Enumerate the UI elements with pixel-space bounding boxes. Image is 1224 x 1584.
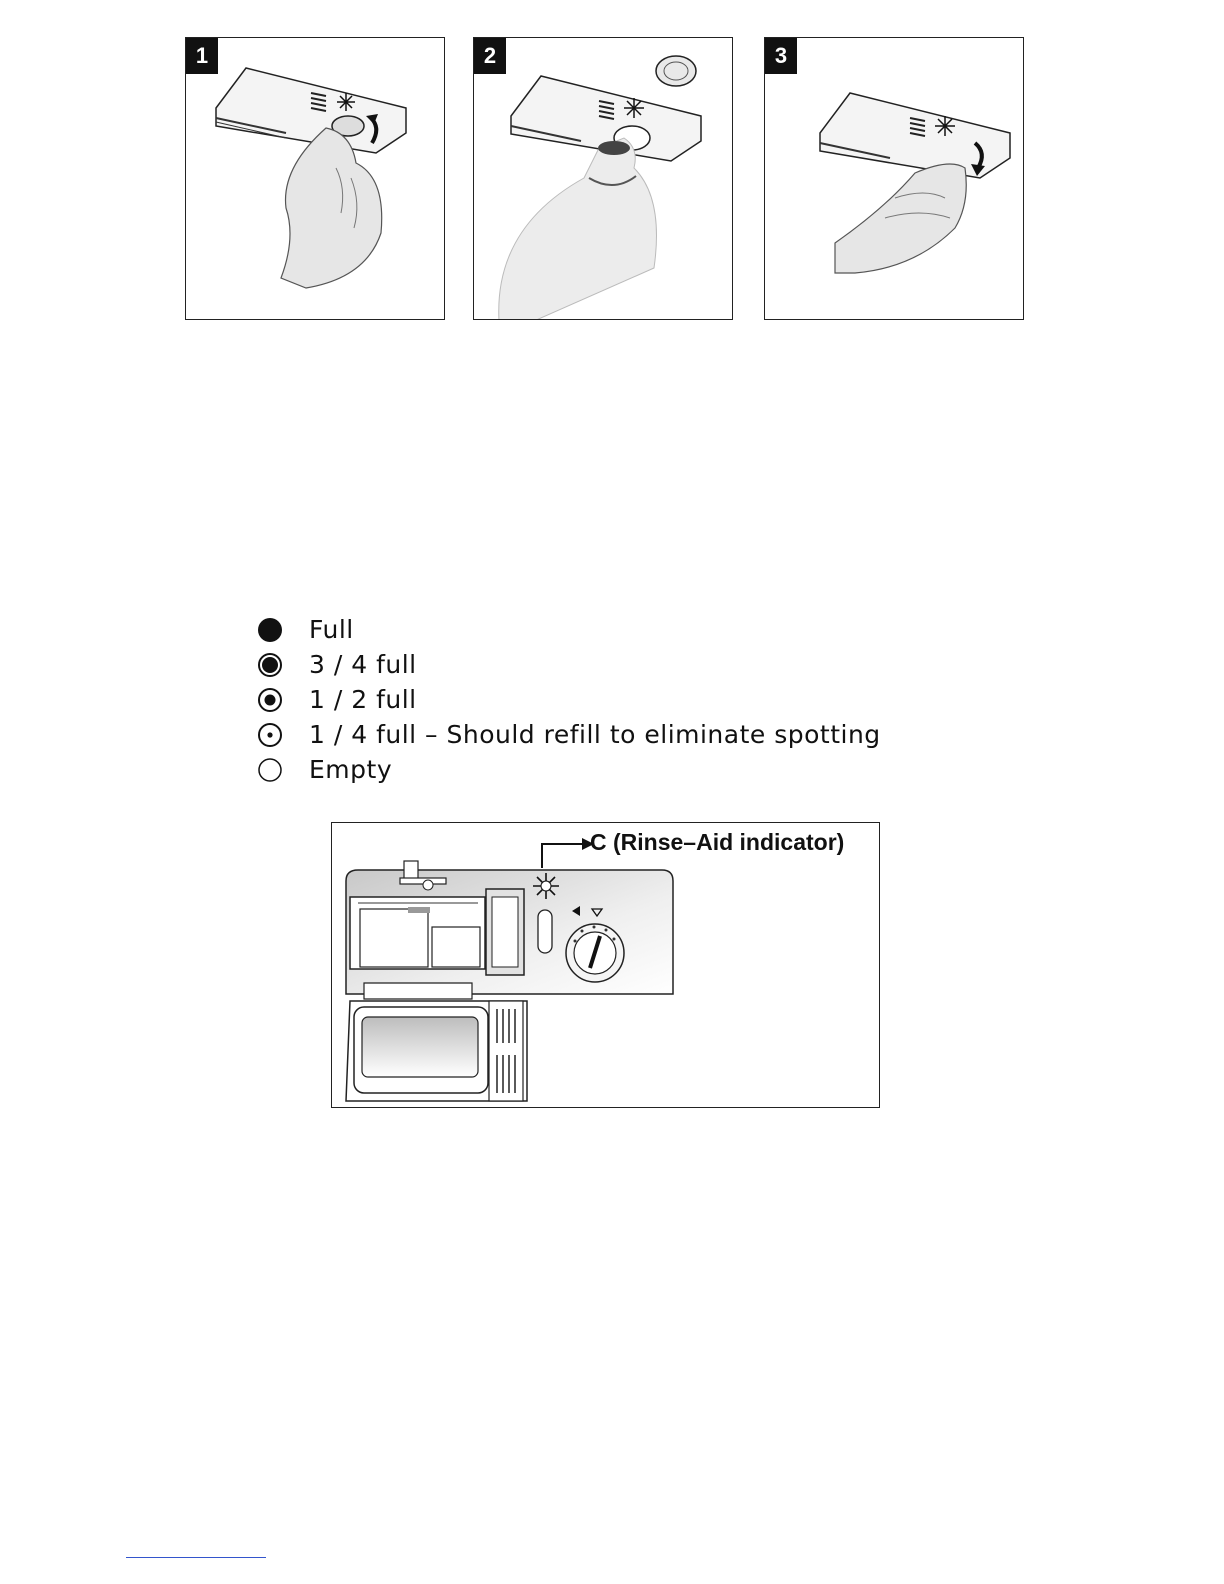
step-number-badge: 1 — [186, 38, 218, 74]
legend-label: 1 / 4 full – Should refill to eliminate spotting — [309, 720, 881, 749]
legend-label: Full — [309, 615, 354, 644]
step-panel-1 — [185, 37, 445, 320]
half-circle-icon — [256, 686, 284, 714]
legend-row-full — [256, 612, 956, 647]
full-circle-icon — [256, 616, 284, 644]
footnote-divider — [126, 1557, 266, 1558]
rinse-aid-level-legend — [256, 612, 956, 787]
empty-circle-icon — [256, 756, 284, 784]
step-number-badge: 2 — [474, 38, 506, 74]
legend-label: 1 / 2 full — [309, 685, 417, 714]
legend-row-three-quarter — [256, 647, 956, 682]
step-1-illustration — [186, 38, 445, 320]
dispenser-illustration — [332, 823, 880, 1108]
legend-row-quarter — [256, 717, 956, 752]
dispenser-diagram — [331, 822, 880, 1108]
quarter-circle-icon — [256, 721, 284, 749]
step-number-badge: 3 — [765, 38, 797, 74]
step-panel-2 — [473, 37, 733, 320]
legend-row-empty — [256, 752, 956, 787]
rinse-aid-indicator-label: C (Rinse–Aid indicator) — [590, 829, 845, 855]
legend-label: 3 / 4 full — [309, 650, 417, 679]
step-3-illustration — [765, 38, 1024, 320]
legend-label: Empty — [309, 755, 393, 784]
step-panel-3 — [764, 37, 1024, 320]
three-quarter-circle-icon — [256, 651, 284, 679]
step-2-illustration — [474, 38, 733, 320]
legend-row-half — [256, 682, 956, 717]
